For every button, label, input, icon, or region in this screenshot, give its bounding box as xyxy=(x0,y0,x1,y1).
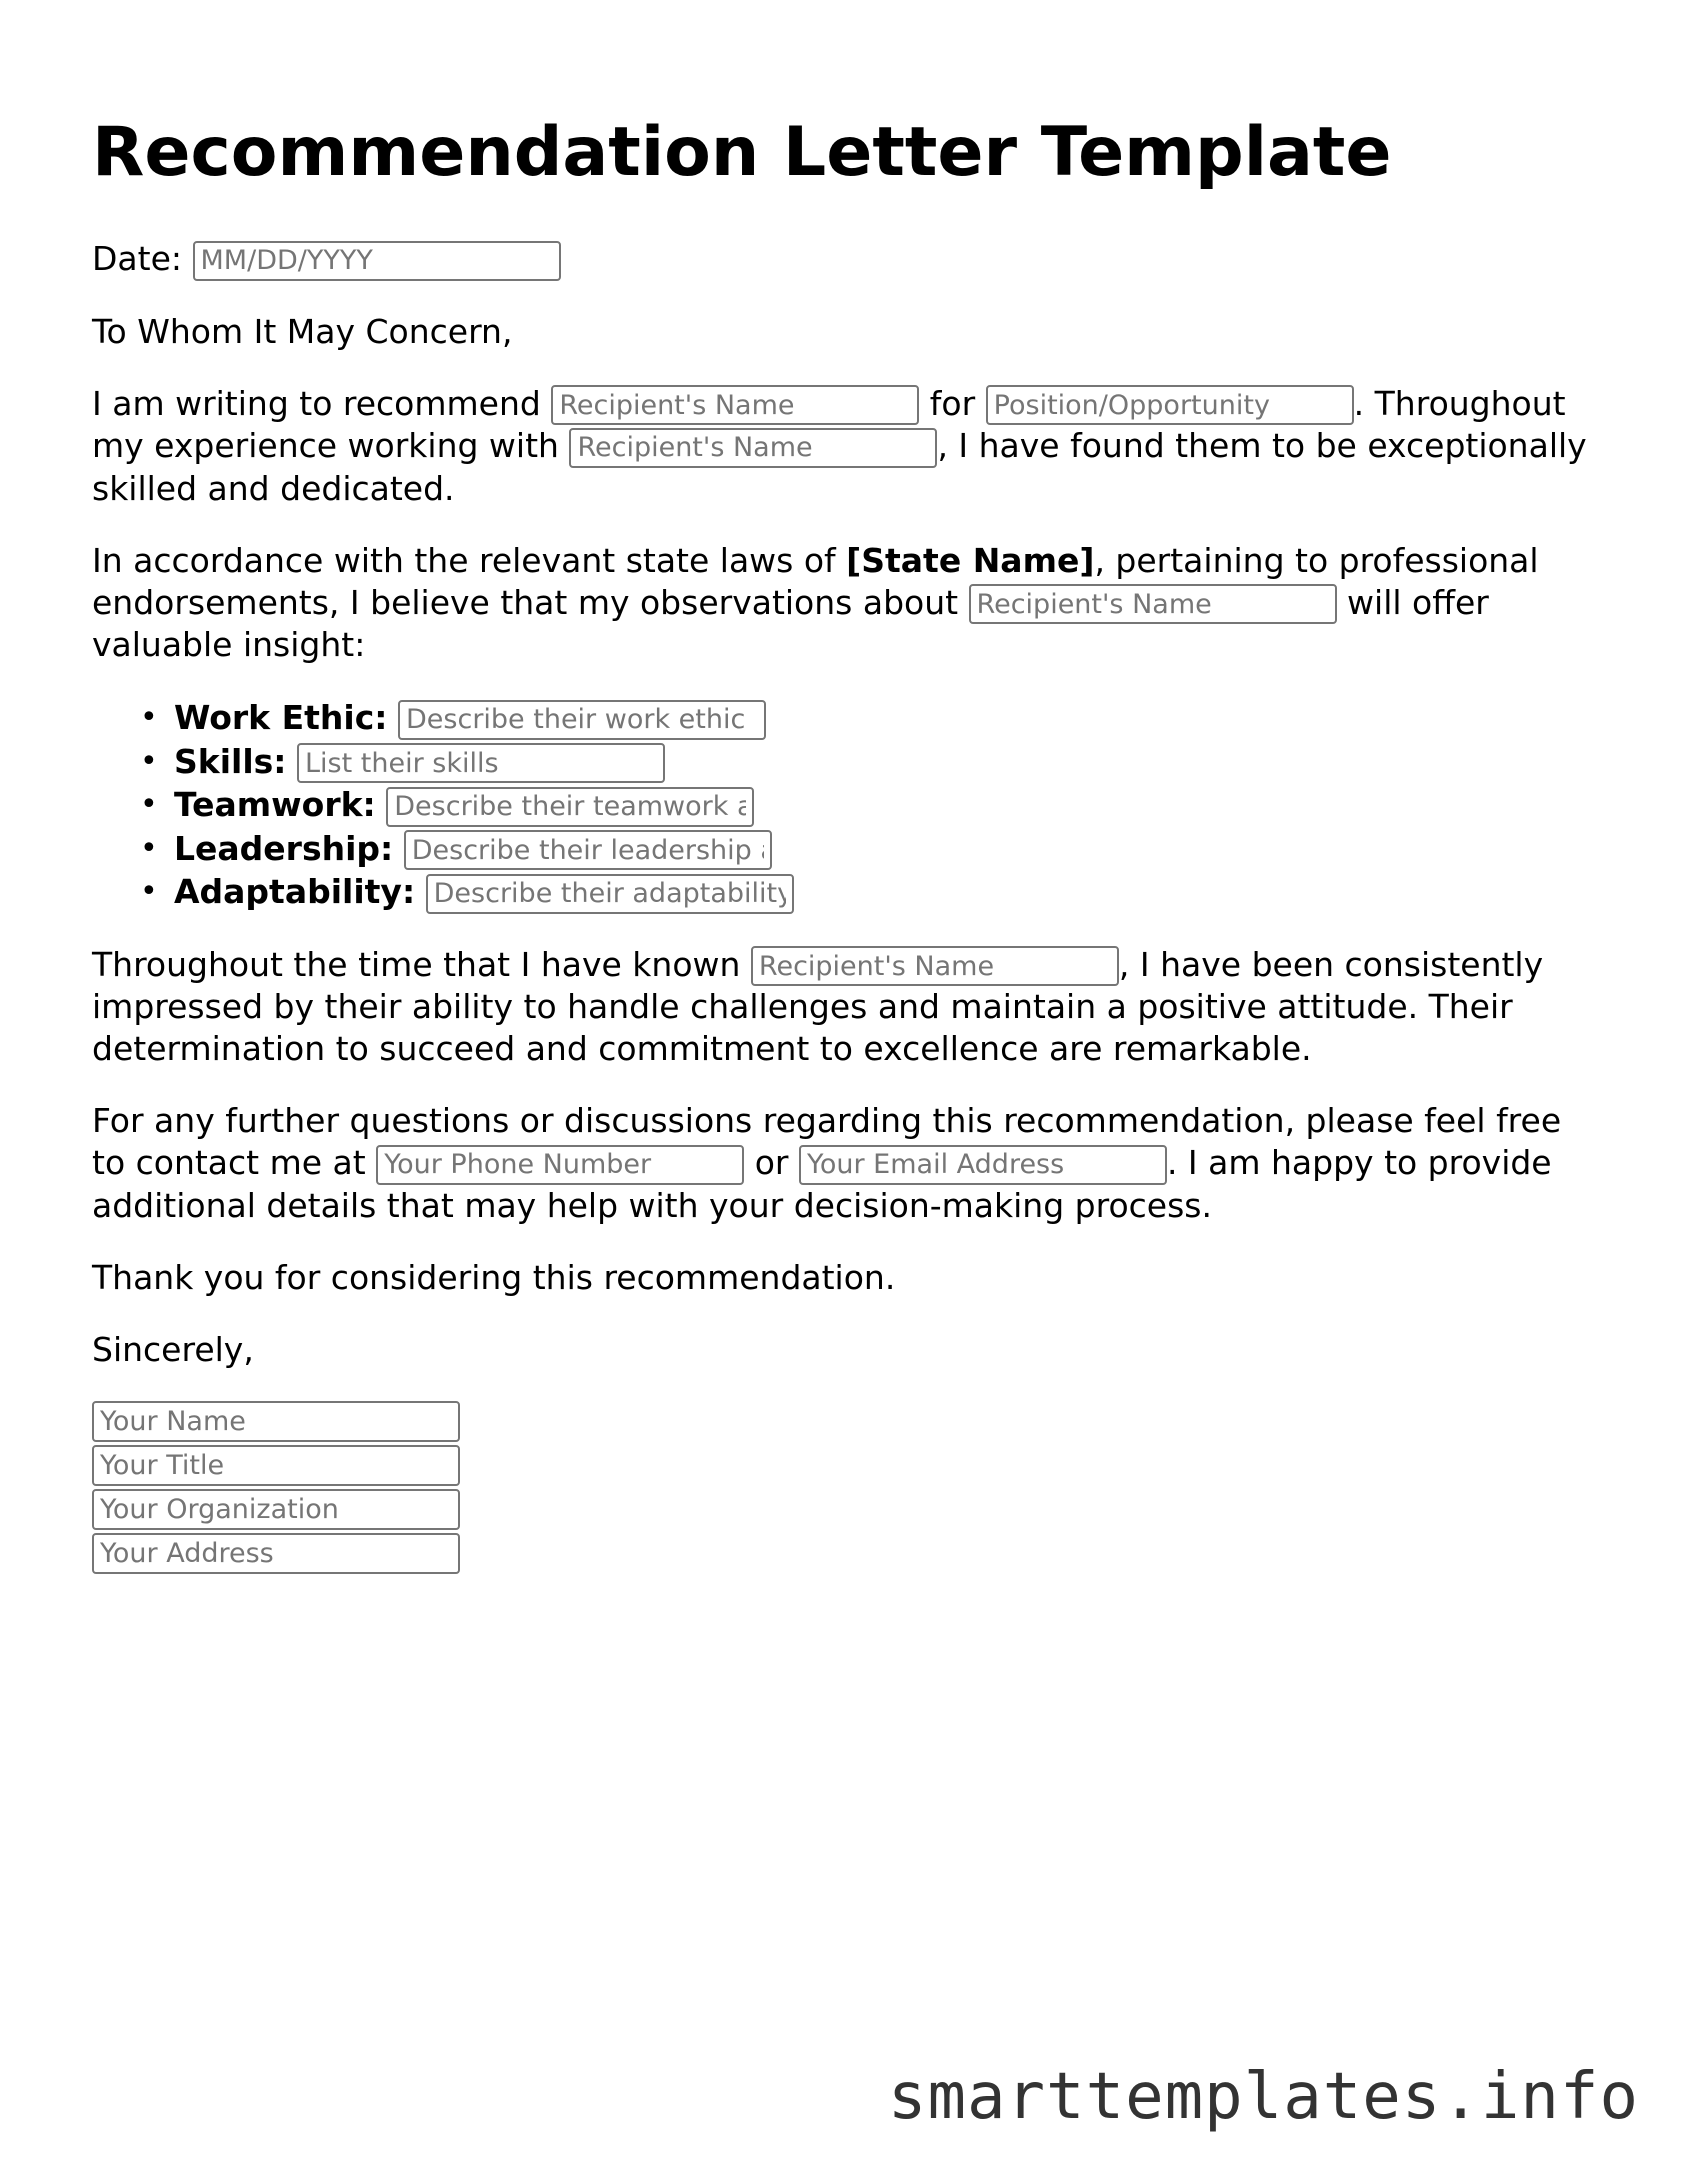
page-title: Recommendation Letter Template xyxy=(92,113,1392,192)
thanks-line: Thank you for considering this recommendation. xyxy=(92,1257,896,1297)
paragraph-text: will offer valuable insight: xyxy=(92,582,1489,664)
qualities-list xyxy=(92,696,1602,914)
paragraph-text: . I am happy to provide additional details that may help with your decision-making process. xyxy=(92,1143,1552,1225)
paragraph-contact xyxy=(92,1100,1602,1227)
recipient-name-input[interactable] xyxy=(551,385,919,425)
your-name-input[interactable] xyxy=(92,1401,460,1442)
email-input[interactable] xyxy=(799,1145,1167,1185)
paragraph-text: or xyxy=(744,1143,799,1182)
work-ethic-label: Work Ethic: xyxy=(174,698,388,737)
list-item xyxy=(140,827,1602,871)
paragraph-text: Throughout the time that I have known xyxy=(92,944,751,984)
bullet-icon: • xyxy=(140,700,158,735)
paragraph-recommend xyxy=(92,383,1602,510)
state-name: [State Name] xyxy=(846,540,1095,580)
phone-input[interactable] xyxy=(376,1145,744,1185)
adaptability-input[interactable] xyxy=(426,874,794,914)
bullet-icon: • xyxy=(140,743,158,779)
list-item xyxy=(140,783,1602,827)
adaptability-label: Adaptability: xyxy=(174,872,416,911)
teamwork-input[interactable] xyxy=(386,787,754,827)
skills-label: Skills: xyxy=(174,741,287,781)
your-title-input[interactable] xyxy=(92,1445,460,1486)
date-label: Date: xyxy=(92,239,182,278)
recipient-name-input[interactable] xyxy=(569,428,937,468)
sign-off: Sincerely, xyxy=(92,1329,254,1369)
date-input[interactable] xyxy=(193,241,561,281)
letter-body xyxy=(92,238,1602,1574)
bullet-icon: • xyxy=(140,874,158,909)
recipient-name-input[interactable] xyxy=(751,946,1119,986)
bullet-icon: • xyxy=(140,787,158,822)
list-item xyxy=(140,870,1602,914)
date-line xyxy=(92,238,1602,281)
paragraph-text: , I have been consistently impressed by their ability to handle challenges and maintain a positive attitude. Their determination to succeed and commitment to excellence are remarkable. xyxy=(92,944,1544,1068)
paragraph-text: I am writing to recommend xyxy=(92,383,552,423)
position-input[interactable] xyxy=(986,385,1354,425)
paragraph-text: , pertaining to professional endorsements, I believe that my observations about xyxy=(92,540,1539,622)
your-address-input[interactable] xyxy=(92,1533,460,1574)
paragraph-text: In accordance with the relevant state laws of xyxy=(92,540,847,580)
paragraph-impression xyxy=(92,944,1602,1071)
bullet-icon: • xyxy=(140,830,158,866)
leadership-label: Leadership: xyxy=(174,828,394,868)
paragraph-text: . Throughout my experience working with xyxy=(92,383,1566,465)
list-item xyxy=(140,740,1602,784)
work-ethic-input[interactable] xyxy=(398,700,766,740)
paragraph-text: for xyxy=(919,383,986,423)
teamwork-label: Teamwork: xyxy=(174,785,376,824)
leadership-input[interactable] xyxy=(404,830,772,870)
watermark: smarttemplates.info xyxy=(887,2060,1639,2134)
your-organization-input[interactable] xyxy=(92,1489,460,1530)
paragraph-text: For any further questions or discussions regarding this recommendation, please feel free to contact me at xyxy=(92,1101,1562,1182)
salutation: To Whom It May Concern, xyxy=(92,311,513,351)
recipient-name-input[interactable] xyxy=(969,584,1337,624)
signature-block xyxy=(92,1401,1602,1574)
list-item xyxy=(140,696,1602,740)
paragraph-text: , I have found them to be exceptionally skilled and dedicated. xyxy=(92,426,1587,508)
skills-input[interactable] xyxy=(297,743,665,783)
paragraph-state-laws xyxy=(92,540,1602,667)
